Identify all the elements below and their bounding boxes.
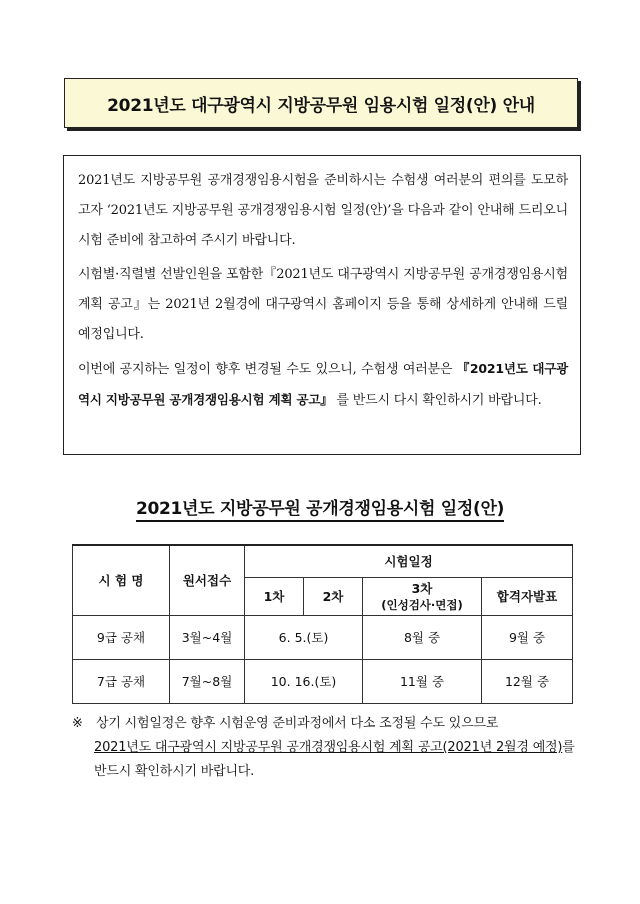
reference-mark-icon: ※ bbox=[72, 716, 83, 731]
header-application: 원서접수 bbox=[170, 545, 245, 615]
table-row bbox=[73, 615, 573, 659]
row-application: 7월~8월 bbox=[170, 659, 245, 703]
footnote-line-1 bbox=[72, 712, 582, 736]
schedule-title-text: 2021년도 지방공무원 공개경쟁임용시험 일정(안) bbox=[136, 499, 504, 522]
header-round-2: 2차 bbox=[304, 577, 363, 615]
footnote-line-1-text: 상기 시험일정은 향후 시험운영 준비과정에서 다소 조정될 수도 있으므로 bbox=[96, 716, 499, 731]
notice-paragraph-3-end: 를 반드시 다시 확인하시기 바랍니다. bbox=[336, 393, 542, 408]
row-application: 3월~4월 bbox=[170, 615, 245, 659]
row-exam-name: 7급 공채 bbox=[73, 659, 170, 703]
header-exam-name: 시 험 명 bbox=[73, 545, 170, 615]
schedule-table bbox=[72, 544, 573, 704]
footnote-line-3: 반드시 확인하시기 바랍니다. bbox=[94, 764, 255, 779]
row-round-1-2: 10. 16.(토) bbox=[245, 659, 363, 703]
notice-paragraph-3 bbox=[78, 354, 568, 416]
notice-box bbox=[63, 155, 581, 455]
row-result: 9월 중 bbox=[482, 615, 573, 659]
header-exam-schedule: 시험일정 bbox=[245, 545, 573, 577]
notice-paragraph-2: 시험별·직렬별 선발인원을 포함한『2021년도 대구광역시 지방공무원 공개경쟁임용시험 계획 공고』는 2021년 2월경에 대구광역시 홈페이지 등을 통해 상세하게 안내해 드릴 예정입니다. bbox=[78, 267, 568, 342]
row-round-3: 8월 중 bbox=[363, 615, 482, 659]
schedule-title bbox=[0, 494, 640, 519]
footnote-underlined-text: 2021년도 대구광역시 지방공무원 공개경쟁임용시험 계획 공고(2021년 2월경 예정) bbox=[94, 740, 563, 755]
row-result: 12월 중 bbox=[482, 659, 573, 703]
header-round-3 bbox=[363, 577, 482, 615]
notice-paragraph-3-start: 이번에 공지하는 일정이 향후 변경될 수도 있으니, 수험생 여러분은 bbox=[78, 362, 453, 377]
document-title-text: 2021년도 대구광역시 지방공무원 임용시험 일정(안) 안내 bbox=[107, 95, 535, 116]
header-result: 합격자발표 bbox=[482, 577, 573, 615]
table-row bbox=[73, 659, 573, 703]
footnote-line-2 bbox=[72, 736, 582, 760]
footnote-line-2-end: 를 bbox=[562, 740, 575, 755]
notice-paragraph-1: 2021년도 지방공무원 공개경쟁임용시험을 준비하시는 수험생 여러분의 편의를 도모하고자 ‘2021년도 지방공무원 공개경쟁임용시험 일정(안)’을 다음과 같이 안내해 드리오니 시험 준비에 참고하여 주시기 바랍니다. bbox=[78, 173, 568, 248]
footnote bbox=[72, 712, 582, 784]
header-round-3-sub: (인성검사·면접) bbox=[381, 598, 463, 612]
header-round-3-label: 3차 bbox=[411, 581, 433, 596]
row-round-1-2: 6. 5.(토) bbox=[245, 615, 363, 659]
header-round-1: 1차 bbox=[245, 577, 304, 615]
row-round-3: 11월 중 bbox=[363, 659, 482, 703]
row-exam-name: 9급 공채 bbox=[73, 615, 170, 659]
notice-paragraph-3-bold: 『2021년도 대구광역시 지방공무원 공개경쟁임용시험 계획 공고』 bbox=[78, 361, 568, 407]
document-title bbox=[64, 78, 578, 128]
